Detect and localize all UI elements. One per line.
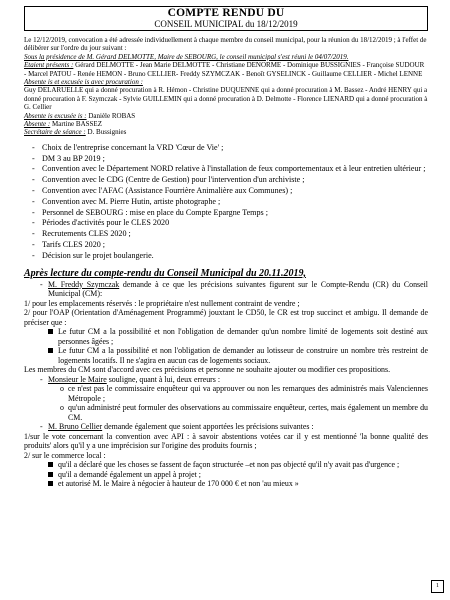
cellier-name: M. Bruno Cellier [48, 422, 103, 432]
cellier-paragraph [24, 422, 428, 432]
sub-item: o qu'un administré peut formuler des observations au commissaire enquêteur, certes, mais également un membre du CM. [24, 403, 428, 422]
agenda-item: - Tarifs CLES 2020 ; [24, 240, 428, 251]
secretaire-line [24, 128, 428, 136]
excuse-label: Absente is excusée is : [24, 111, 87, 120]
agenda-item: - Personnel de SEBOURG : mise en place du Compte Epargne Temps ; [24, 208, 428, 219]
page-number: 1 [431, 580, 444, 593]
reserved-spots-text: 1/ pour les emplacements réservés : le propriétaire n'est nullement contraint de vendre ; [24, 298, 300, 308]
agenda-item: - Convention avec le Département NORD relative à l'installation de feux comportementaux et à leur entretien ultérieur ; [24, 164, 428, 175]
convocation-text: Le 12/12/2019, convocation a été adressée individuellement à chaque membre du conseil municipal, pour la réunion du 18/12/2019 ; à l'effet de délibérer sur l'ordre du jour suivant : [24, 36, 427, 53]
report-title: COMPTE RENDU DU [167, 7, 285, 19]
secretaire-label: Secrétaire de séance : [24, 128, 86, 137]
agenda-item: - Recrutements CLES 2020 ; [24, 229, 428, 240]
szymczak-name: M. Freddy Szymczak [48, 279, 120, 289]
presidence-text: Sous la présidence de M. Gérard DELMOTTE, Maire de SEBOURG, le conseil municipal s'est réuni le 04/07/2019. [24, 52, 349, 61]
excuse-line [24, 112, 428, 120]
agenda-item: - Convention avec le CDG (Centre de Gestion) pour l'intervention d'un archiviste ; [24, 175, 428, 186]
excuse-name: Danièle ROBAS [88, 111, 136, 120]
presents-label: Etaient présents : [24, 61, 74, 70]
report-subtitle: CONSEIL MUNICIPAL du 18/12/2019 [154, 19, 298, 29]
report-header [24, 6, 428, 31]
maire-remark: souligne, quant à lui, deux erreurs : [108, 374, 221, 384]
agenda-item: - DM 3 au BP 2019 ; [24, 154, 428, 165]
bullet-item: qu'il a déclaré que les choses se fassent de façon structurée –et non pas objecté qu'il n'y avait pas d'urgence ; [24, 460, 428, 470]
api-vote-text: 1/sur le vote concernant la convention avec API : à savoir abstentions votées car il y est mentionné 'la bonne qualité des produits' alors qu'il y a une imprécision sur l'origine des produits fournis ; [24, 431, 428, 451]
agenda-item: - Convention avec M. Pierre Hutin, artiste photographe ; [24, 197, 428, 208]
szymczak-request: demande à ce que les précisions suivantes figurent sur le Compte-Rendu (CR) du Conseil Municipal (CM): [48, 279, 428, 299]
absent-label: Absente : [24, 120, 51, 129]
agenda-list [24, 143, 428, 262]
agenda-item: - Décision sur le projet boulangerie. [24, 251, 428, 262]
cellier-request: demande également que soient apportées les précisions suivantes : [104, 422, 314, 432]
bullet-item: qu'il a demandé également un appel à projet ; [24, 470, 428, 480]
oap-text: 2/ pour l'OAP (Orientation d'Aménagement Programmé) jouxtant le CD50, le CR est trop succinct et ambigu. Il demande de préciser que : [24, 308, 428, 327]
intro-block [24, 36, 428, 137]
presents-line [24, 61, 428, 78]
bullet-item: Le futur CM a la possibilité et non l'obligation de demander qu'un nombre limité de logements soit destiné aux personnes âgées ; [24, 327, 428, 346]
procuration-label: Absente is et excusée is avec procuration : [24, 78, 143, 87]
procuration-list: Guy DELARUELLE qui a donné procuration à R. Hémon - Christine DUQUENNE qui a donné procuration à M. Bassez - André HENRY qui a donné procuration à F. Szymczak - Sylvie GUILLEMIN qui a donné procuration à D. Delmotte - Florence LIENARD qui a donné procuration à G. Cellier [24, 86, 428, 112]
agenda-item: - Périodes d'activités pour le CLES 2020 [24, 218, 428, 229]
commerce-text: 2/ sur le commerce local : [24, 450, 106, 460]
szymczak-paragraph [24, 280, 428, 299]
agreement-text: Les membres du CM sont d'accord avec ces précisions et personne ne souhaite ajouter ou modifier ces propositions. [24, 365, 391, 375]
secretaire-name: D. Bussignies [87, 128, 127, 137]
section-body [24, 280, 428, 489]
agenda-item: - Convention avec l'AFAC (Assistance Fourrière Animalière aux Communes) ; [24, 186, 428, 197]
bullet-item: et autorisé M. le Maire à négocier à hauteur de 170 000 € et non 'au mieux » [24, 479, 428, 489]
section-title: Après lecture du compte-rendu du Conseil Municipal du 20.11.2019, [24, 267, 306, 279]
absent-line [24, 120, 428, 128]
bullet-item: Le futur CM a la possibilité et non l'obligation de demander au lotisseur de construire un nombre très restreint de logements locatifs. Il ne s'agira en aucun cas de logements sociaux. [24, 346, 428, 365]
maire-name: Monsieur le Maire [48, 374, 107, 384]
maire-paragraph [24, 375, 428, 385]
agenda-item: - Choix de l'entreprise concernant la VRD 'Cœur de Vie' ; [24, 143, 428, 154]
sub-item: o ce n'est pas le commissaire enquêteur qui va approuver ou non les remarques des administrés mais Valenciennes Métropole ; [24, 384, 428, 403]
absent-name: Martine BASSEZ [52, 120, 102, 129]
document-page [24, 6, 428, 489]
presents-list: Gérard DELMOTTE - Jean Marie DELMOTTE - Christiane DENORME - Dominique BUSSIGNIES - Françoise SUDOUR - Marcel PATOU - Renée HEMON - Bruno CELLIER- Freddy SZYMCZAK - Benoît GYSELINCK - Guillaume CELLIER - Michel LENNE [24, 61, 425, 78]
